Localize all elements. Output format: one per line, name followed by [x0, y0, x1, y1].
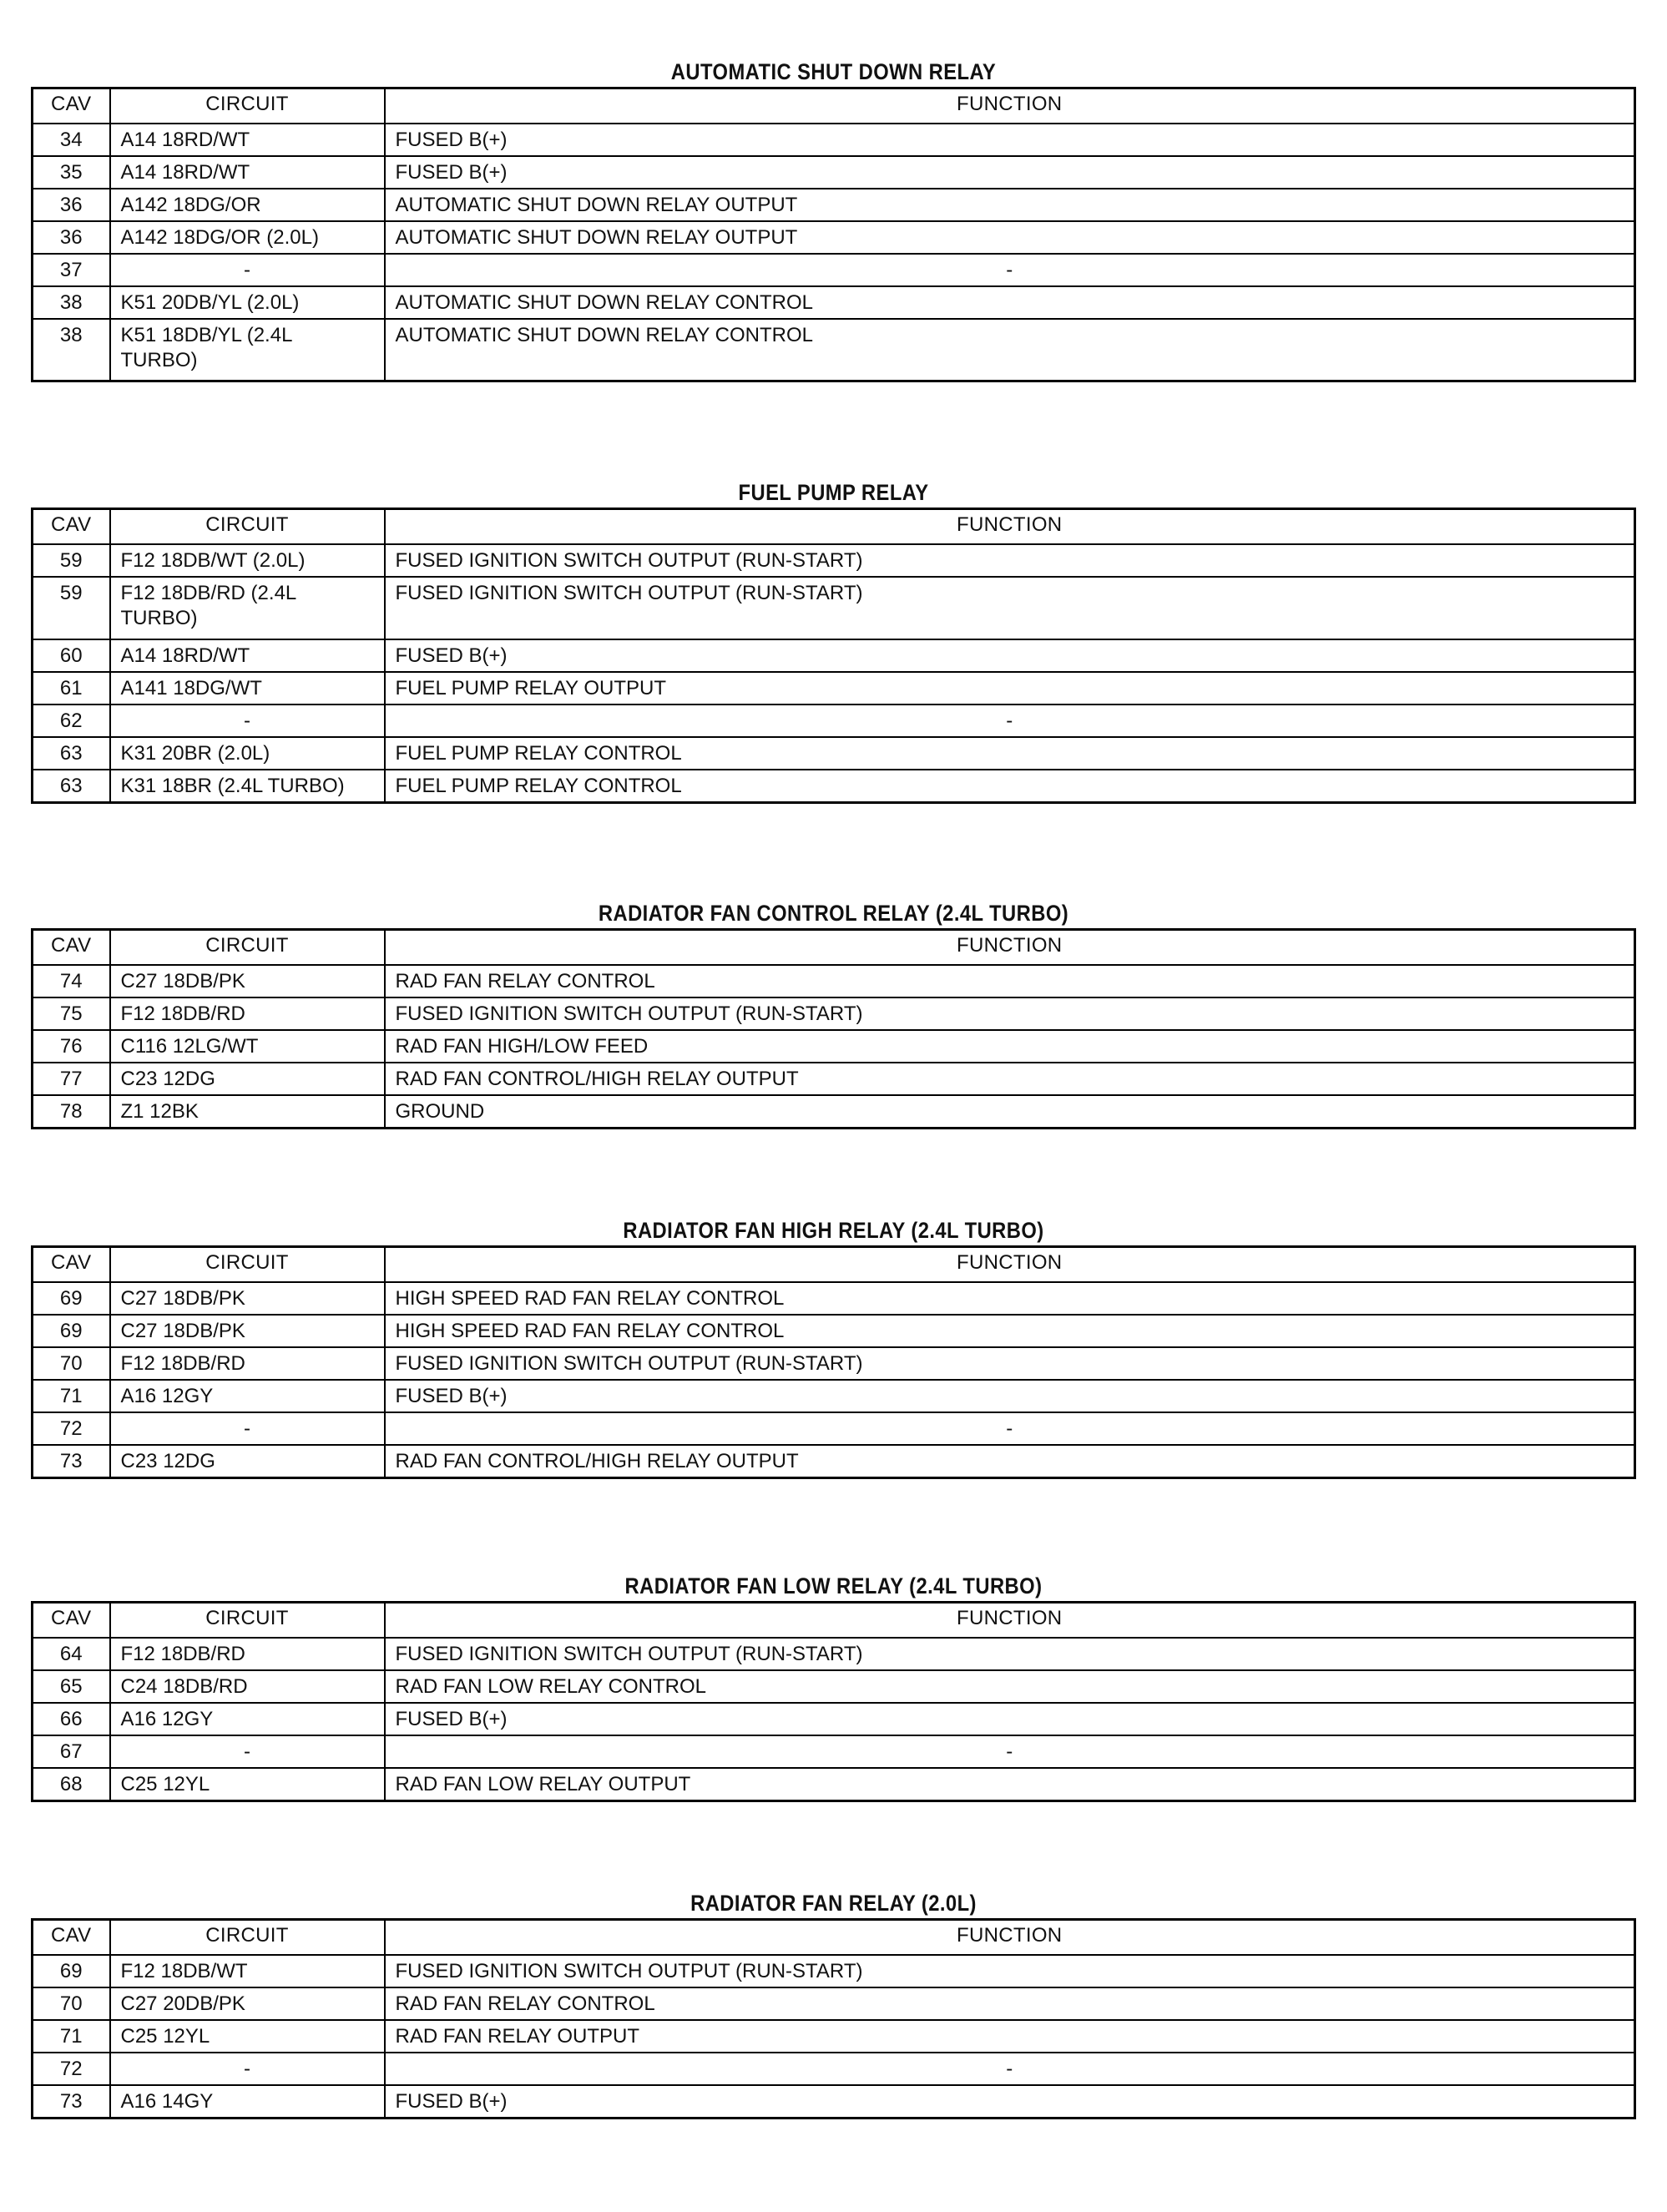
table-row	[33, 1768, 1635, 1801]
cav-cell: 34	[33, 124, 110, 156]
function-cell: -	[385, 1412, 1635, 1445]
cav-cell: 76	[33, 1030, 110, 1063]
function-cell: AUTOMATIC SHUT DOWN RELAY CONTROL	[385, 319, 1635, 381]
section-title: RADIATOR FAN RELAY (2.0L)	[690, 1891, 977, 1916]
function-cell: FUSED IGNITION SWITCH OUTPUT (RUN-START)	[385, 1955, 1635, 1987]
table-row	[33, 189, 1635, 221]
cav-cell: 65	[33, 1670, 110, 1703]
cav-cell: 70	[33, 1347, 110, 1380]
cav-cell: 78	[33, 1095, 110, 1129]
cav-header: CAV	[33, 509, 110, 544]
header-row	[33, 930, 1635, 965]
cav-cell: 66	[33, 1703, 110, 1735]
circuit-header: CIRCUIT	[110, 1920, 385, 1955]
circuit-cell: K31 18BR (2.4L TURBO)	[110, 770, 385, 803]
table-row	[33, 319, 1635, 381]
circuit-cell: C25 12YL	[110, 2020, 385, 2053]
table-row	[33, 1987, 1635, 2020]
function-header: FUNCTION	[385, 1247, 1635, 1282]
header-row	[33, 509, 1635, 544]
circuit-header: CIRCUIT	[110, 509, 385, 544]
table-row	[33, 737, 1635, 770]
circuit-cell: C27 18DB/PK	[110, 1282, 385, 1315]
circuit-cell: A14 18RD/WT	[110, 124, 385, 156]
cav-cell: 71	[33, 1380, 110, 1412]
circuit-cell: A142 18DG/OR	[110, 189, 385, 221]
cav-cell: 69	[33, 1315, 110, 1347]
section-radiator-fan-relay	[31, 1888, 1636, 2119]
function-cell: RAD FAN RELAY CONTROL	[385, 1987, 1635, 2020]
function-cell: FUSED IGNITION SWITCH OUTPUT (RUN-START)	[385, 544, 1635, 577]
section-title: FUEL PUMP RELAY	[738, 480, 929, 505]
function-cell: -	[385, 705, 1635, 737]
cav-cell: 59	[33, 544, 110, 577]
function-cell: FUSED B(+)	[385, 1380, 1635, 1412]
section-radiator-fan-high-relay	[31, 1215, 1636, 1479]
header-row	[33, 1603, 1635, 1638]
connector-table	[31, 87, 1636, 382]
function-cell: HIGH SPEED RAD FAN RELAY CONTROL	[385, 1282, 1635, 1315]
table-row	[33, 1315, 1635, 1347]
cav-cell: 63	[33, 770, 110, 803]
table-row	[33, 1380, 1635, 1412]
circuit-cell: C23 12DG	[110, 1063, 385, 1095]
table-row	[33, 1030, 1635, 1063]
function-cell: FUSED B(+)	[385, 639, 1635, 672]
table-row	[33, 1095, 1635, 1129]
cav-cell: 68	[33, 1768, 110, 1801]
cav-header: CAV	[33, 1603, 110, 1638]
circuit-cell: C27 20DB/PK	[110, 1987, 385, 2020]
table-row	[33, 1412, 1635, 1445]
cav-cell: 73	[33, 1445, 110, 1478]
cav-header: CAV	[33, 930, 110, 965]
function-header: FUNCTION	[385, 509, 1635, 544]
section-title: RADIATOR FAN CONTROL RELAY (2.4L TURBO)	[598, 901, 1069, 926]
connector-table	[31, 1601, 1636, 1802]
function-header: FUNCTION	[385, 1920, 1635, 1955]
table-row	[33, 1955, 1635, 1987]
table-row	[33, 1445, 1635, 1478]
function-cell: FUSED IGNITION SWITCH OUTPUT (RUN-START)	[385, 1347, 1635, 1380]
cav-cell: 72	[33, 2053, 110, 2085]
function-cell: -	[385, 1735, 1635, 1768]
table-row	[33, 672, 1635, 705]
circuit-cell: K51 20DB/YL (2.0L)	[110, 286, 385, 319]
table-row	[33, 2085, 1635, 2119]
cav-cell: 77	[33, 1063, 110, 1095]
circuit-cell: F12 18DB/RD	[110, 997, 385, 1030]
circuit-cell: -	[110, 1735, 385, 1768]
table-row	[33, 1703, 1635, 1735]
section-radiator-fan-low-relay	[31, 1571, 1636, 1802]
cav-cell: 38	[33, 319, 110, 381]
table-row	[33, 1347, 1635, 1380]
function-cell: FUEL PUMP RELAY CONTROL	[385, 770, 1635, 803]
cav-header: CAV	[33, 88, 110, 124]
cav-cell: 67	[33, 1735, 110, 1768]
cav-cell: 38	[33, 286, 110, 319]
connector-table	[31, 508, 1636, 804]
table-row	[33, 221, 1635, 254]
table-row	[33, 1735, 1635, 1768]
function-cell: RAD FAN CONTROL/HIGH RELAY OUTPUT	[385, 1063, 1635, 1095]
cav-cell: 36	[33, 221, 110, 254]
connector-table	[31, 1918, 1636, 2119]
table-row	[33, 577, 1635, 639]
section-automatic-shut-down-relay	[31, 57, 1636, 382]
function-cell: FUSED B(+)	[385, 156, 1635, 189]
function-cell: FUSED IGNITION SWITCH OUTPUT (RUN-START)	[385, 1638, 1635, 1670]
header-row	[33, 88, 1635, 124]
function-cell: RAD FAN RELAY OUTPUT	[385, 2020, 1635, 2053]
circuit-cell: A16 14GY	[110, 2085, 385, 2119]
function-cell: RAD FAN CONTROL/HIGH RELAY OUTPUT	[385, 1445, 1635, 1478]
function-cell: RAD FAN RELAY CONTROL	[385, 965, 1635, 997]
function-cell: FUSED IGNITION SWITCH OUTPUT (RUN-START)	[385, 577, 1635, 639]
cav-cell: 62	[33, 705, 110, 737]
circuit-header: CIRCUIT	[110, 1603, 385, 1638]
circuit-cell: -	[110, 2053, 385, 2085]
circuit-header: CIRCUIT	[110, 88, 385, 124]
section-radiator-fan-control-relay	[31, 898, 1636, 1129]
table-row	[33, 2053, 1635, 2085]
table-row	[33, 1063, 1635, 1095]
function-cell: -	[385, 2053, 1635, 2085]
section-title: RADIATOR FAN HIGH RELAY (2.4L TURBO)	[623, 1218, 1044, 1243]
circuit-cell: F12 18DB/WT	[110, 1955, 385, 1987]
table-row	[33, 286, 1635, 319]
cav-cell: 69	[33, 1282, 110, 1315]
circuit-cell: C116 12LG/WT	[110, 1030, 385, 1063]
function-header: FUNCTION	[385, 1603, 1635, 1638]
function-cell: HIGH SPEED RAD FAN RELAY CONTROL	[385, 1315, 1635, 1347]
circuit-cell: A16 12GY	[110, 1380, 385, 1412]
cav-cell: 61	[33, 672, 110, 705]
circuit-cell: K51 18DB/YL (2.4L TURBO)	[110, 319, 385, 381]
header-row	[33, 1247, 1635, 1282]
circuit-cell: C24 18DB/RD	[110, 1670, 385, 1703]
function-cell: FUEL PUMP RELAY OUTPUT	[385, 672, 1635, 705]
cav-header: CAV	[33, 1247, 110, 1282]
function-cell: RAD FAN LOW RELAY OUTPUT	[385, 1768, 1635, 1801]
connector-table	[31, 1245, 1636, 1479]
table-row	[33, 544, 1635, 577]
circuit-cell: A14 18RD/WT	[110, 156, 385, 189]
cav-cell: 72	[33, 1412, 110, 1445]
connector-table	[31, 928, 1636, 1129]
function-cell: GROUND	[385, 1095, 1635, 1129]
circuit-cell: F12 18DB/RD (2.4L TURBO)	[110, 577, 385, 639]
table-row	[33, 156, 1635, 189]
header-row	[33, 1920, 1635, 1955]
cav-cell: 73	[33, 2085, 110, 2119]
section-title: RADIATOR FAN LOW RELAY (2.4L TURBO)	[624, 1573, 1043, 1598]
section-title: AUTOMATIC SHUT DOWN RELAY	[670, 59, 997, 84]
function-cell: FUEL PUMP RELAY CONTROL	[385, 737, 1635, 770]
circuit-cell: F12 18DB/RD	[110, 1347, 385, 1380]
table-row	[33, 2020, 1635, 2053]
circuit-cell: -	[110, 705, 385, 737]
function-cell: AUTOMATIC SHUT DOWN RELAY CONTROL	[385, 286, 1635, 319]
circuit-cell: A14 18RD/WT	[110, 639, 385, 672]
table-row	[33, 254, 1635, 286]
section-fuel-pump-relay	[31, 477, 1636, 804]
cav-cell: 71	[33, 2020, 110, 2053]
cav-cell: 60	[33, 639, 110, 672]
circuit-header: CIRCUIT	[110, 1247, 385, 1282]
cav-cell: 59	[33, 577, 110, 639]
table-row	[33, 770, 1635, 803]
table-row	[33, 1638, 1635, 1670]
circuit-cell: C25 12YL	[110, 1768, 385, 1801]
function-header: FUNCTION	[385, 930, 1635, 965]
circuit-cell: F12 18DB/WT (2.0L)	[110, 544, 385, 577]
circuit-cell: A141 18DG/WT	[110, 672, 385, 705]
cav-cell: 74	[33, 965, 110, 997]
cav-cell: 75	[33, 997, 110, 1030]
circuit-cell: Z1 12BK	[110, 1095, 385, 1129]
circuit-cell: A142 18DG/OR (2.0L)	[110, 221, 385, 254]
function-cell: RAD FAN HIGH/LOW FEED	[385, 1030, 1635, 1063]
cav-cell: 69	[33, 1955, 110, 1987]
cav-cell: 70	[33, 1987, 110, 2020]
table-row	[33, 124, 1635, 156]
function-cell: FUSED B(+)	[385, 124, 1635, 156]
circuit-cell: K31 20BR (2.0L)	[110, 737, 385, 770]
circuit-cell: A16 12GY	[110, 1703, 385, 1735]
function-cell: FUSED IGNITION SWITCH OUTPUT (RUN-START)	[385, 997, 1635, 1030]
circuit-header: CIRCUIT	[110, 930, 385, 965]
function-header: FUNCTION	[385, 88, 1635, 124]
cav-header: CAV	[33, 1920, 110, 1955]
table-row	[33, 1282, 1635, 1315]
function-cell: FUSED B(+)	[385, 1703, 1635, 1735]
cav-cell: 64	[33, 1638, 110, 1670]
circuit-cell: F12 18DB/RD	[110, 1638, 385, 1670]
table-row	[33, 965, 1635, 997]
table-row	[33, 639, 1635, 672]
table-row	[33, 997, 1635, 1030]
circuit-cell: C23 12DG	[110, 1445, 385, 1478]
cav-cell: 37	[33, 254, 110, 286]
table-row	[33, 705, 1635, 737]
circuit-cell: C27 18DB/PK	[110, 1315, 385, 1347]
function-cell: AUTOMATIC SHUT DOWN RELAY OUTPUT	[385, 189, 1635, 221]
table-row	[33, 1670, 1635, 1703]
cav-cell: 36	[33, 189, 110, 221]
function-cell: RAD FAN LOW RELAY CONTROL	[385, 1670, 1635, 1703]
function-cell: AUTOMATIC SHUT DOWN RELAY OUTPUT	[385, 221, 1635, 254]
function-cell: -	[385, 254, 1635, 286]
function-cell: FUSED B(+)	[385, 2085, 1635, 2119]
circuit-cell: -	[110, 254, 385, 286]
cav-cell: 63	[33, 737, 110, 770]
circuit-cell: -	[110, 1412, 385, 1445]
cav-cell: 35	[33, 156, 110, 189]
circuit-cell: C27 18DB/PK	[110, 965, 385, 997]
